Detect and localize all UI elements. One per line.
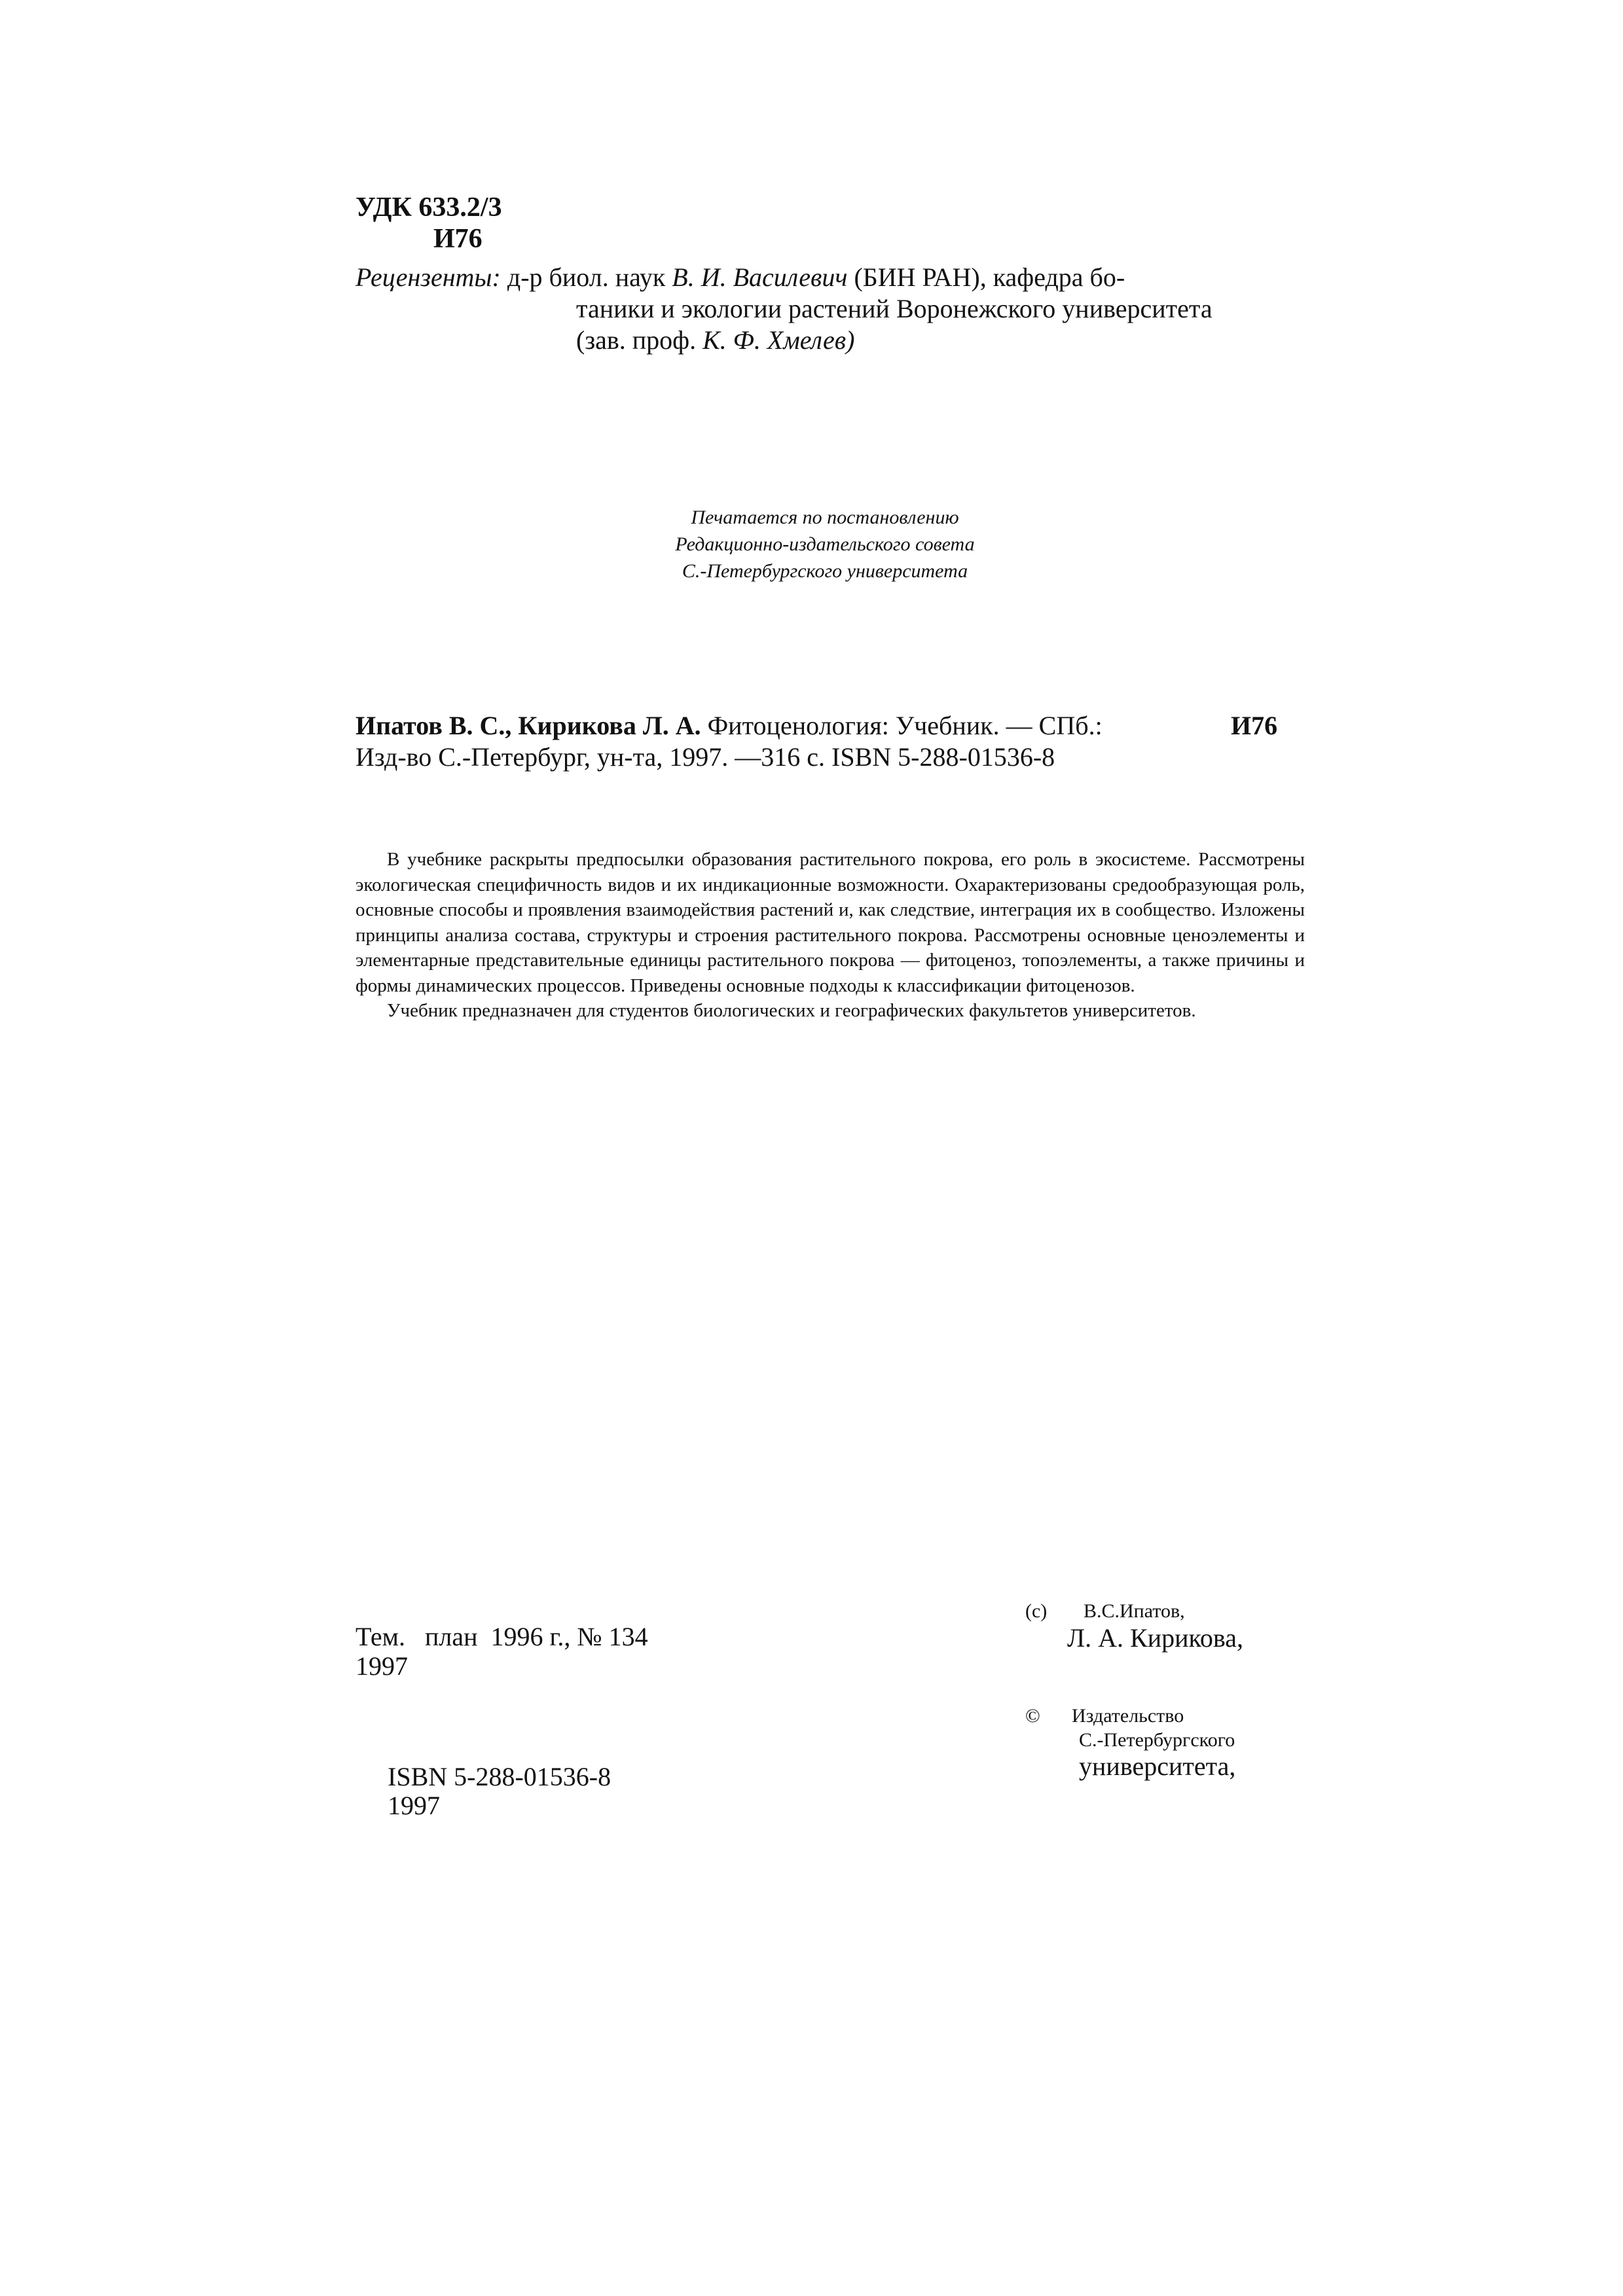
isbn: ISBN 5-288-01536-8 <box>388 1762 611 1791</box>
reviewer-affiliation: (БИН РАН), кафедра бо- <box>854 262 1125 292</box>
bibliography-code: И76 <box>1231 711 1278 740</box>
reviewer-degree: д-р биол. наук <box>507 262 666 292</box>
udc-label: УДК 633.2/3 <box>356 192 502 223</box>
copyright-mark-authors: (с) <box>1025 1600 1048 1622</box>
reviewers-label: Рецензенты: <box>356 262 501 292</box>
reviewer-name: В. И. Василевич <box>672 262 848 292</box>
copyright-author-1: В.С.Ипатов, <box>1084 1600 1185 1622</box>
reviewer-head-name: К. Ф. Хмелев) <box>702 325 855 355</box>
reviewers-line-1 <box>356 262 1125 293</box>
notice-line-2: Редакционно-издательского совета <box>675 533 975 555</box>
annotation-paragraph-2: Учебник предназначен для студентов биологических и географических факультетов университетов. <box>387 1000 1196 1021</box>
author-code: И76 <box>433 224 483 254</box>
reviewers-line-3 <box>576 325 854 356</box>
bibliography-authors: Ипатов В. С., Кирикова Л. А. <box>356 711 701 740</box>
thematic-plan-year: 1997 <box>356 1651 408 1681</box>
copyright-publisher-line-1: Издательство <box>1072 1705 1184 1727</box>
copyright-author-2: Л. А. Кирикова, <box>1067 1623 1244 1653</box>
reviewers-line-2: таники и экологии растений Воронежского университета <box>576 294 1213 323</box>
notice-line-3: С.-Петербургского университета <box>682 560 968 582</box>
thematic-plan: Тем. план 1996 г., № 134 <box>356 1622 648 1651</box>
annotation <box>356 847 1305 1024</box>
annotation-paragraph-1: В учебнике раскрыты предпосылки образования растительного покрова, его роль в экосистеме. Рассмотрены экологическая специфичность видов и их индикационные возможности. Охарактеризованы средообразующая роль, основные способы и проявления взаимодействия растений и, как следствие, интеграция их в сообщество. Изложены принципы анализа состава, структуры и строения растительного покрова. Рассмотрены основные ценоэлементы и элементарные представительные единицы растительного покрова — фитоценоз, топоэлементы, а также причины и формы динамических процессов. Приведены основные подходы к классификации фитоценозов. <box>356 849 1305 996</box>
isbn-year: 1997 <box>388 1791 440 1820</box>
bibliography-line-1 <box>356 710 1103 742</box>
copyright-publisher-line-3: университета, <box>1079 1751 1236 1781</box>
publication-notice <box>576 504 1074 584</box>
notice-line-1: Печатается по постановлению <box>691 507 959 528</box>
copyright-publisher-line-2: С.-Петербургского <box>1079 1729 1235 1751</box>
bibliography-line-2: Изд-во С.-Петербург, ун-та, 1997. —316 с. ISBN 5-288-01536-8 <box>356 742 1055 772</box>
bibliography-title: Фитоценология: Учебник. — СПб.: <box>707 711 1103 740</box>
copyright-mark-publisher: © <box>1025 1705 1040 1727</box>
reviewer-head-title: (зав. проф. <box>576 325 697 355</box>
